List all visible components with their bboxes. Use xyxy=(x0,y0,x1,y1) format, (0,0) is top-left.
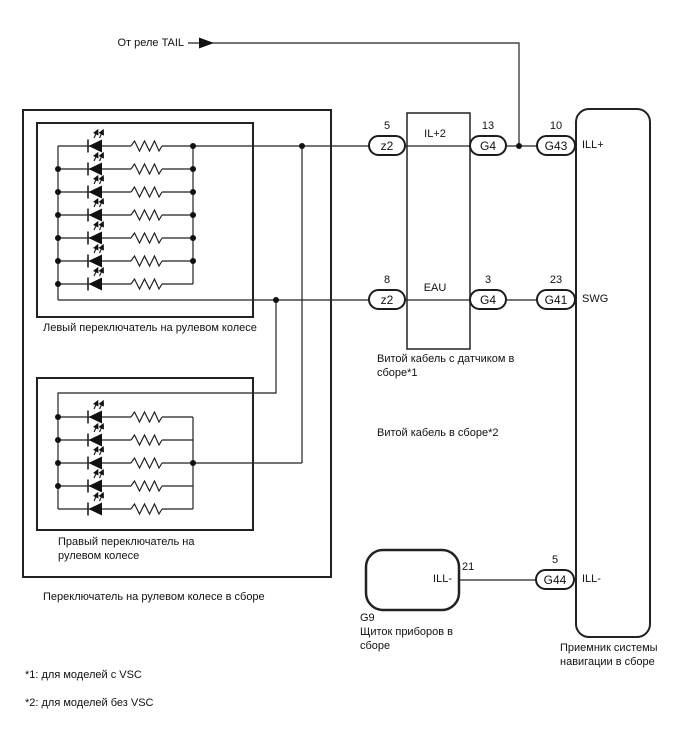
instrument-cluster-label xyxy=(360,611,453,653)
junction-dot xyxy=(55,460,61,466)
led-icon xyxy=(58,448,193,470)
junction-dot xyxy=(55,189,61,195)
steering-switch-assembly-box xyxy=(23,110,331,577)
navigation-receiver-label xyxy=(560,642,658,669)
connector-g43: G43 xyxy=(536,135,576,156)
label-line: рулевом колесе xyxy=(58,549,140,562)
wire-name-il2: IL+2 xyxy=(424,128,446,140)
pin-number: 8 xyxy=(383,274,391,286)
junction-dot xyxy=(55,281,61,287)
led-icon xyxy=(58,154,193,176)
led-icon xyxy=(58,494,193,516)
label-line: Правый переключатель на xyxy=(58,536,195,548)
direction-arrow-icon xyxy=(199,38,214,49)
label-line: Приемник системы xyxy=(560,642,658,654)
junction-dot xyxy=(55,437,61,443)
left-switch-box xyxy=(37,123,253,317)
terminal-ill-plus: ILL+ xyxy=(582,139,604,151)
led-icon xyxy=(58,246,193,268)
footnote-1: *1: для моделей с VSC xyxy=(25,669,142,681)
right-switch-box xyxy=(37,378,253,530)
wire-name-eau: EAU xyxy=(423,282,447,294)
spiral-cable-label: Витой кабель в сборе*2 xyxy=(377,427,499,439)
connector-code: G9 xyxy=(360,612,375,624)
pin-number: 21 xyxy=(462,561,475,573)
led-icon xyxy=(58,131,193,153)
junction-dot xyxy=(299,143,305,149)
led-icon xyxy=(58,402,193,424)
pin-number: 5 xyxy=(551,554,559,566)
junction-dot xyxy=(190,189,196,195)
footnote-2: *2: для моделей без VSC xyxy=(25,697,154,709)
led-icon xyxy=(58,177,193,199)
connector-g44: G44 xyxy=(535,569,575,590)
terminal-swg: SWG xyxy=(582,293,609,305)
pin-number: 10 xyxy=(549,120,563,132)
junction-dot xyxy=(55,414,61,420)
spiral-cable-box xyxy=(407,113,470,349)
junction-dot xyxy=(190,258,196,264)
tail-relay-label: От реле TAIL xyxy=(117,37,184,49)
label-line: сборе xyxy=(360,640,391,652)
junction-dot xyxy=(190,212,196,218)
spiral-cable-sensor-label xyxy=(377,353,514,380)
connector-g4-top: G4 xyxy=(469,135,507,156)
junction-dot xyxy=(55,258,61,264)
led-icon xyxy=(58,425,193,447)
switch-assembly-label: Переключатель на рулевом колесе в сборе xyxy=(43,591,265,603)
connector-g41: G41 xyxy=(536,289,576,310)
label-line: Витой кабель с датчиком в xyxy=(377,353,515,365)
left-switch-label: Левый переключатель на рулевом колесе xyxy=(43,322,257,334)
junction-dot xyxy=(55,483,61,489)
connector-z2-bottom: z2 xyxy=(368,289,406,310)
label-line: Щиток приборов в xyxy=(360,626,453,638)
junction-dot xyxy=(190,143,196,149)
pin-number: 3 xyxy=(484,274,492,286)
junction-dot xyxy=(55,235,61,241)
pin-number: 5 xyxy=(383,120,391,132)
led-icon xyxy=(58,471,193,493)
junction-dot xyxy=(516,143,522,149)
terminal-ill-minus-cluster: ILL- xyxy=(433,573,452,585)
led-icon xyxy=(58,223,193,245)
connector-z2-top: z2 xyxy=(368,135,406,156)
led-icon xyxy=(58,269,193,291)
navigation-receiver-box xyxy=(576,109,650,637)
junction-dot xyxy=(190,166,196,172)
label-line: сборе*1 xyxy=(377,366,418,379)
pin-number: 23 xyxy=(549,274,563,286)
right-switch-label xyxy=(58,536,194,563)
terminal-ill-minus-receiver: ILL- xyxy=(582,573,601,585)
connector-g4-bottom: G4 xyxy=(469,289,507,310)
label-line: навигации в сборе xyxy=(560,655,655,668)
junction-dot xyxy=(190,235,196,241)
led-icon xyxy=(58,200,193,222)
junction-dot xyxy=(55,166,61,172)
junction-dot xyxy=(55,212,61,218)
pin-number: 13 xyxy=(481,120,495,132)
junction-dot xyxy=(273,297,279,303)
junction-dot xyxy=(190,460,196,466)
